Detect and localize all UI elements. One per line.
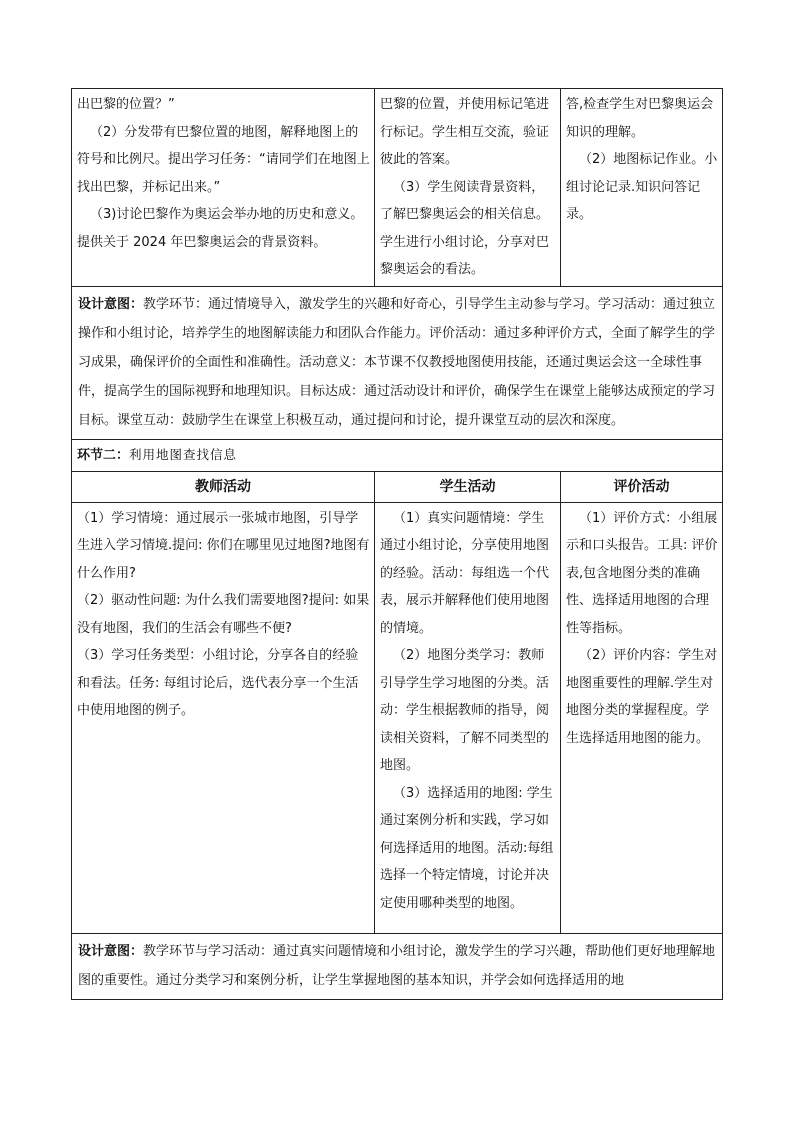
- section2-teacher-para: （2）驱动性问题: 为什么我们需要地图?提问: 如果没有地图，我们的生活会有哪些不便?: [77, 593, 370, 636]
- design-intent-row: [72, 286, 723, 439]
- section1-student-para: （3）学生阅读背景资料，了解巴黎奥运会的相关信息。: [380, 179, 550, 222]
- section1-teacher-para: 出巴黎的位置？”: [77, 97, 175, 112]
- header-evaluation-activity: 评价活动: [561, 471, 723, 502]
- section1-teacher-para: （3)讨论巴黎作为奥运会举办地的历史和意义。提供关于 2024 年巴黎奥运会的背景资料。: [77, 207, 364, 250]
- section1-student-para: 巴黎的位置，并使用标记笔进行标记。学生相互交流，验证彼此的答案。: [380, 97, 550, 167]
- design-intent-row-2: [72, 933, 723, 999]
- section1-activities-row: [72, 89, 723, 287]
- section2-activities-row: [72, 502, 723, 933]
- design-intent-label: 设计意图：: [78, 296, 144, 312]
- section2-student-para: （1）真实问题情境：学生通过小组讨论，分享使用地图的经验。活动：每组选一个代表，展示并解释他们使用地图的情境。: [380, 510, 550, 636]
- section1-teacher-para: （2）分发带有巴黎位置的地图，解释地图上的符号和比例尺。提出学习任务：“请同学们在地图上找出巴黎，并标记出来。”: [77, 124, 370, 195]
- design-intent-cell: [72, 286, 723, 439]
- section1-evaluation-cell: [561, 89, 723, 287]
- section2-evaluation-cell: [561, 502, 723, 933]
- section1-evaluation-para: （2）地图标记作业。小组讨论记录.知识问答记录。: [566, 152, 718, 222]
- section2-teacher-para: （3）学习任务类型：小组讨论，分享各自的经验和看法。任务: 每组讨论后，选代表分享一个生活中使用地图的例子。: [77, 648, 359, 718]
- section2-student-cell: [375, 502, 561, 933]
- header-teacher-activity: 教师活动: [72, 471, 375, 502]
- design-intent-text-2: 教学环节与学习活动：通过真实问题情境和小组讨论，激发学生的学习兴趣，帮助他们更好地理解地图的重要性。通过分类学习和案例分析，让学生掌握地图的基本知识，并学会如何选择适用的地: [78, 943, 716, 988]
- section2-evaluation-para: （2）评价内容：学生对地图重要性的理解.学生对地图分类的掌握程度。学生选择适用地图的能力。: [566, 648, 718, 746]
- section2-evaluation-para: （1）评价方式：小组展示和口头报告。工具: 评价表,包含地图分类的准确性、选择适用地图的合理性等指标。: [566, 510, 718, 636]
- section1-student-para: 学生进行小组讨论，分享对巴黎奥运会的看法。: [380, 234, 550, 277]
- section2-title: 环节二：: [77, 447, 130, 463]
- lesson-plan-table: [71, 88, 723, 1000]
- section2-student-para: （2）地图分类学习：教师引导学生学习地图的分类。活动：学生根据教师的指导，阅读相关资料，了解不同类型的地图。: [380, 648, 550, 773]
- header-student-activity: 学生活动: [375, 471, 561, 502]
- section1-evaluation-para: 答,检查学生对巴黎奥运会知识的理解。: [566, 97, 714, 140]
- section2-teacher-cell: [72, 502, 375, 933]
- section2-subtitle: 利用地图查找信息: [129, 446, 238, 462]
- section2-title-cell: [72, 439, 723, 471]
- design-intent-label-2: 设计意图：: [78, 943, 144, 959]
- section2-header-row: [72, 471, 723, 502]
- design-intent-cell-2: [72, 933, 723, 999]
- design-intent-text: 教学环节：通过情境导入，激发学生的兴趣和好奇心，引导学生主动参与学习。学习活动：通过独立操作和小组讨论，培养学生的地图解读能力和团队合作能力。评价活动：通过多种评价方式，全面了解学生的学习成果，确保评价的全面性和准确性。活动意义：本节课不仅教授地图使用技能，还通过奥运会这一全球性事件，提高学生的国际视野和地理知识。目标达成：通过活动设计和评价，确保学生在课堂上能够达成预定的学习目标。课堂互动：鼓励学生在课堂上积极互动，通过提问和讨论，提升课堂互动的层次和深度。: [78, 296, 716, 428]
- section1-student-cell: [375, 89, 561, 287]
- section2-title-row: [72, 439, 723, 471]
- section1-teacher-cell: [72, 89, 375, 287]
- section2-student-para: （3）选择适用的地图: 学生通过案例分析和实践，学习如何选择适用的地图。活动:每组选择一个特定情境，讨论并决定使用哪种类型的地图。: [380, 785, 554, 911]
- section2-teacher-para: （1）学习情境：通过展示一张城市地图，引导学生进入学习情境.提问: 你们在哪里见过地图?地图有什么作用?: [77, 510, 370, 581]
